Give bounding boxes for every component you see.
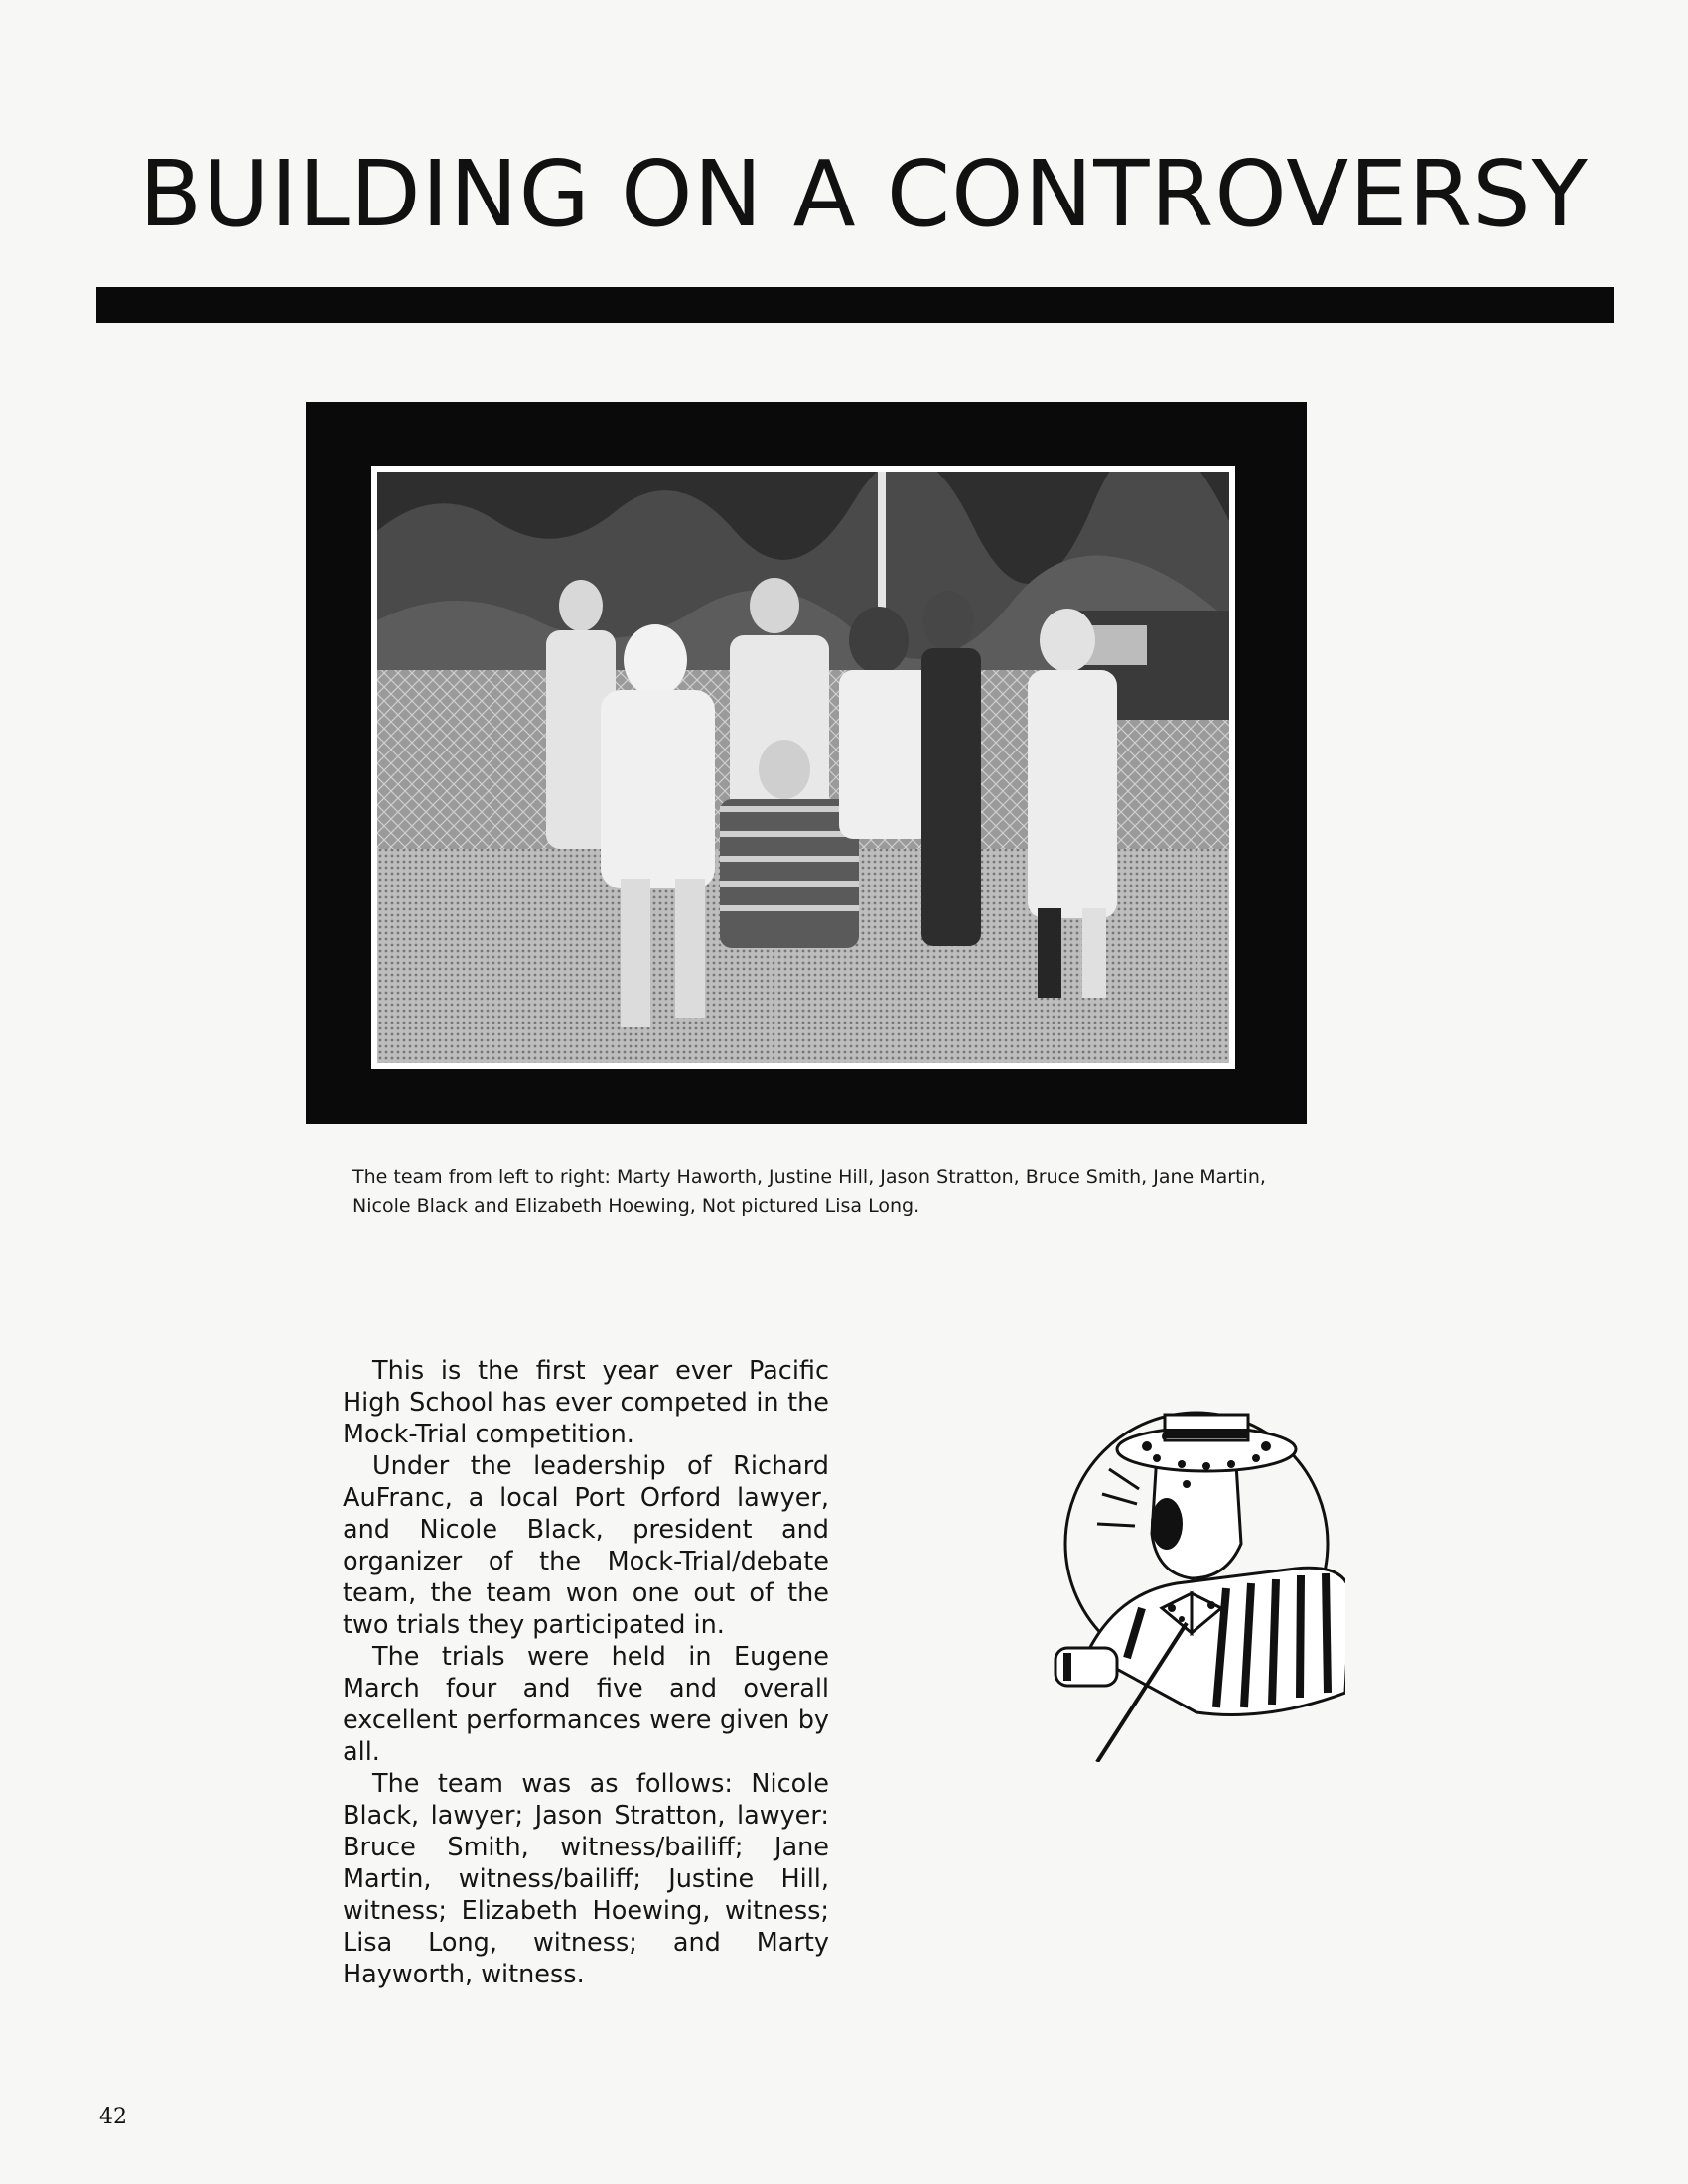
article-paragraph: This is the first year ever Pacific High School has ever competed in the Mock-Trial competition. <box>343 1356 829 1449</box>
team-photo <box>371 466 1235 1069</box>
article-paragraph: The team was as follows: Nicole Black, lawyer; Jason Stratton, lawyer: Bruce Smith, witness/bailiff; Jane Martin, witness/bailiff; Justine Hill, witness; Elizabeth Hoewing, witness; Lisa Long, witness; and Marty Hayworth, witness. <box>343 1769 829 1989</box>
singer-illustration <box>1048 1395 1345 1762</box>
team-photo-image <box>377 472 1229 1063</box>
photo-mat <box>306 402 1307 1124</box>
singer-drawing <box>1048 1395 1345 1762</box>
page-title: BUILDING ON A CONTROVERSY <box>139 141 1589 247</box>
title-rule <box>96 287 1614 323</box>
photo-caption: The team from left to right: Marty Haworth, Justine Hill, Jason Stratton, Bruce Smith, Jane Martin, Nicole Black and Elizabeth Hoewing, Not pictured Lisa Long. <box>352 1166 1266 1217</box>
article-paragraph: The trials were held in Eugene March four and five and overall excellent performances were given by all. <box>343 1642 829 1767</box>
article-paragraph: Under the leadership of Richard AuFranc, a local Port Orford lawyer, and Nicole Black, president and organizer of the Mock-Trial/debate team, the team won one out of the two trials they participated in. <box>343 1451 829 1640</box>
article-body <box>343 1355 829 1990</box>
page-number: 42 <box>99 2105 127 2129</box>
